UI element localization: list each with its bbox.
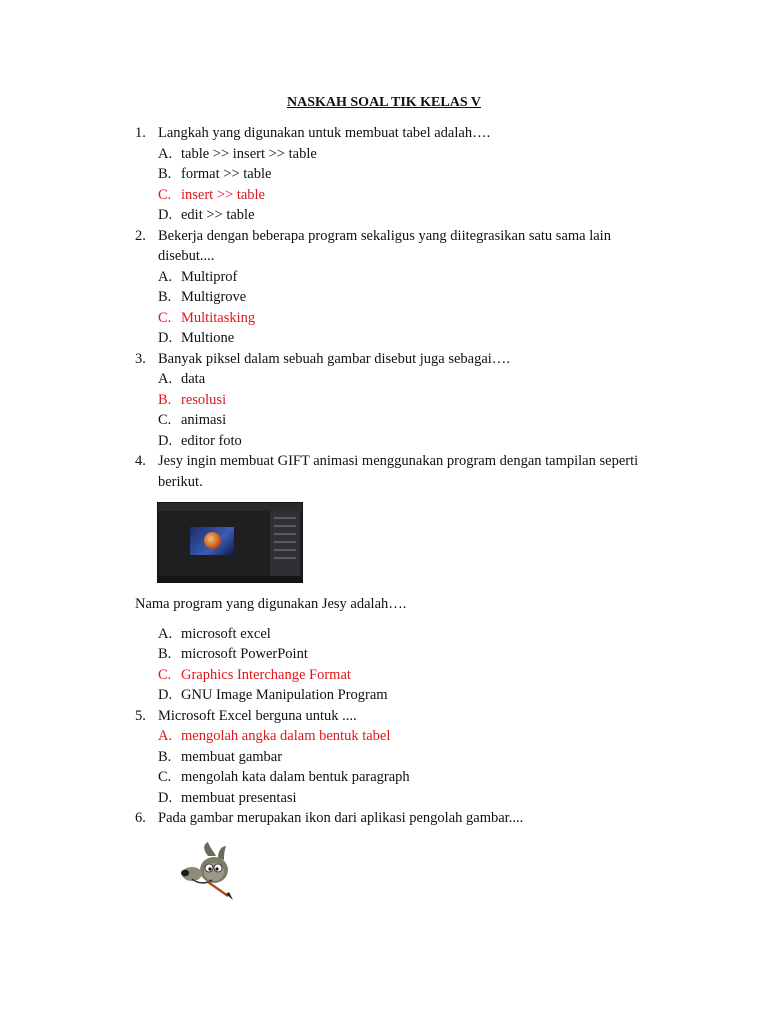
gimp-wilber-icon (178, 842, 234, 900)
question-number: 4. (135, 453, 146, 469)
question-text-cont: berikut. (158, 474, 203, 490)
question-text: Langkah yang digunakan untuk membuat tabel adalah…. (158, 125, 491, 141)
question-text: Pada gambar merupakan ikon dari aplikasi pengolah gambar.... (158, 810, 524, 826)
question-number: 6. (135, 810, 146, 826)
question-text: Microsoft Excel berguna untuk .... (158, 708, 357, 724)
gimp-window-screenshot (157, 502, 303, 583)
page-title: NASKAH SOAL TIK KELAS V (287, 95, 481, 110)
question-text-cont: disebut.... (158, 248, 215, 264)
layers-panel (270, 511, 300, 577)
timeline-bar (158, 576, 302, 582)
question-text: Bekerja dengan beberapa program sekaligus yang diitegrasikan satu sama lain (158, 228, 611, 244)
menu-bar (158, 503, 302, 511)
planet-image (204, 532, 221, 549)
question-number: 2. (135, 228, 146, 244)
question-number: 5. (135, 708, 146, 724)
question-number: 1. (135, 125, 146, 141)
question-text: Banyak piksel dalam sebuah gambar disebut juga sebagai…. (158, 351, 510, 367)
question-text: Jesy ingin membuat GIFT animasi menggunakan program dengan tampilan seperti (158, 453, 639, 469)
question-number: 3. (135, 351, 146, 367)
followup-text: Nama program yang digunakan Jesy adalah…. (135, 596, 407, 612)
